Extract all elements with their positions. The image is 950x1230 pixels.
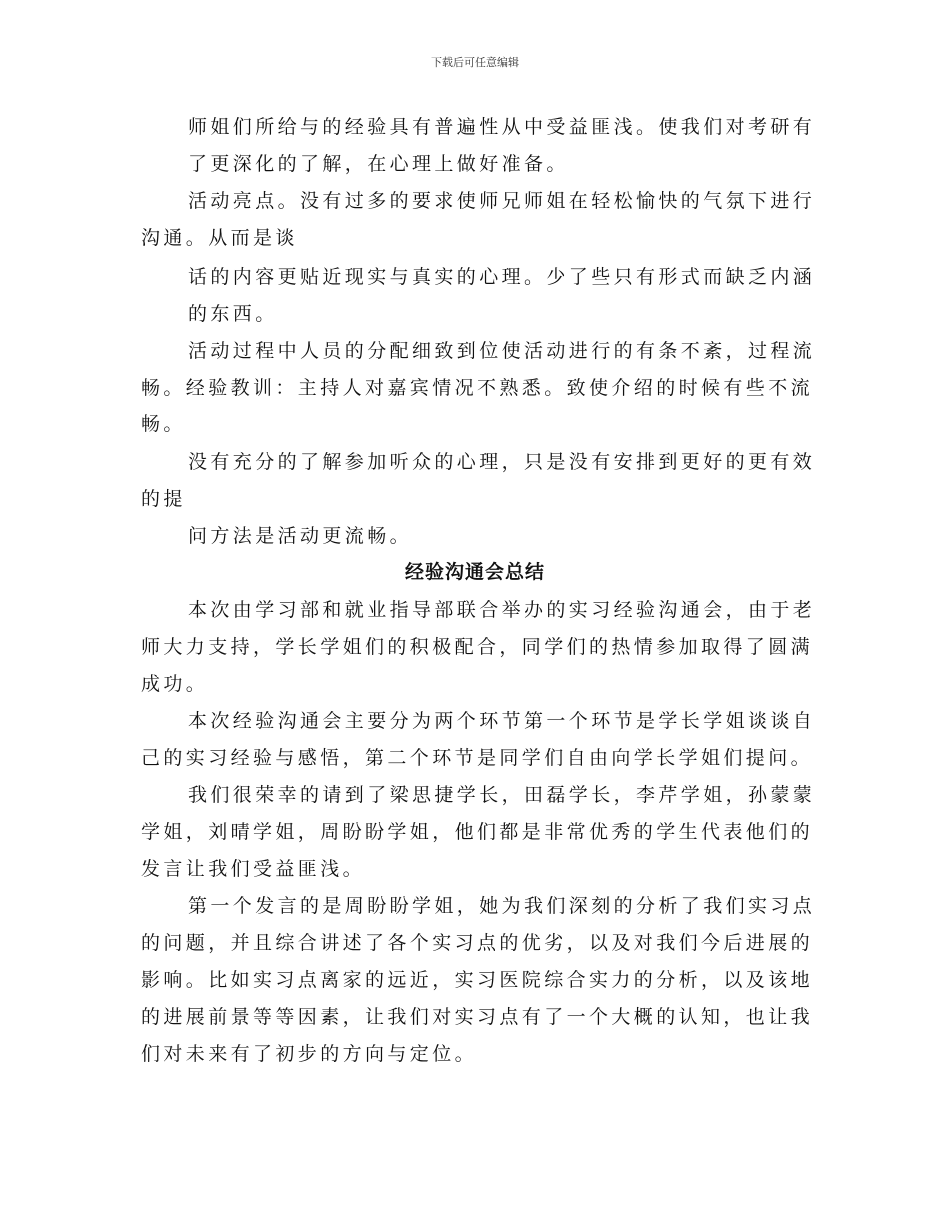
page-header: 下载后可任意编辑 — [431, 56, 519, 69]
paragraph-line: 的提 — [141, 488, 186, 510]
paragraph-line: 的进展前景等等因素，让我们对实习点有了一个大概的认知，也让我 — [141, 1006, 814, 1028]
paragraph-line: 活动过程中人员的分配细致到位使活动进行的有条不紊，过程流 — [188, 340, 816, 362]
paragraph-line: 的问题，并且综合讲述了各个实习点的优劣，以及对我们今后进展的 — [141, 932, 814, 954]
paragraph-line: 的东西。 — [188, 303, 278, 325]
paragraph-line: 发言让我们受益匪浅。 — [141, 858, 366, 880]
paragraph-line: 话的内容更贴近现实与真实的心理。少了些只有形式而缺乏内涵 — [188, 266, 816, 288]
paragraph-line: 本次由学习部和就业指导部联合举办的实习经验沟通会，由于老 — [188, 599, 816, 621]
section-title: 经验沟通会总结 — [404, 561, 545, 583]
paragraph-line: 了更深化的了解，在心理上做好准备。 — [188, 153, 569, 175]
paragraph-line: 本次经验沟通会主要分为两个环节第一个环节是学长学姐谈谈自 — [188, 710, 816, 732]
paragraph-line: 第一个发言的是周盼盼学姐，她为我们深刻的分析了我们实习点 — [188, 895, 816, 917]
paragraph-line: 我们很荣幸的请到了梁思捷学长，田磊学长，李芹学姐，孙蒙蒙 — [188, 784, 816, 806]
paragraph-line: 们对未来有了初步的方向与定位。 — [141, 1043, 478, 1065]
paragraph-line: 影响。比如实习点离家的远近，实习医院综合实力的分析，以及该地 — [141, 969, 814, 991]
paragraph-line: 畅。 — [141, 413, 186, 435]
paragraph-line: 没有充分的了解参加听众的心理，只是没有安排到更好的更有效 — [188, 451, 816, 473]
paragraph-line: 活动亮点。没有过多的要求使师兄师姐在轻松愉快的气氛下进行 — [188, 190, 816, 212]
paragraph-line: 师姐们所给与的经验具有普遍性从中受益匪浅。使我们对考研有 — [188, 116, 816, 138]
paragraph-line: 问方法是活动更流畅。 — [188, 525, 413, 547]
paragraph-line: 成功。 — [141, 673, 209, 695]
paragraph-line: 沟通。从而是谈 — [141, 227, 298, 249]
paragraph-line: 学姐，刘晴学姐，周盼盼学姐，他们都是非常优秀的学生代表他们的 — [141, 821, 814, 843]
paragraph-line: 师大力支持，学长学姐们的积极配合，同学们的热情参加取得了圆满 — [141, 636, 814, 658]
paragraph-line: 畅。经验教训：主持人对嘉宾情况不熟悉。致使介绍的时候有些不流 — [141, 377, 814, 399]
paragraph-line: 己的实习经验与感悟，第二个环节是同学们自由向学长学姐们提问。 — [141, 747, 814, 769]
